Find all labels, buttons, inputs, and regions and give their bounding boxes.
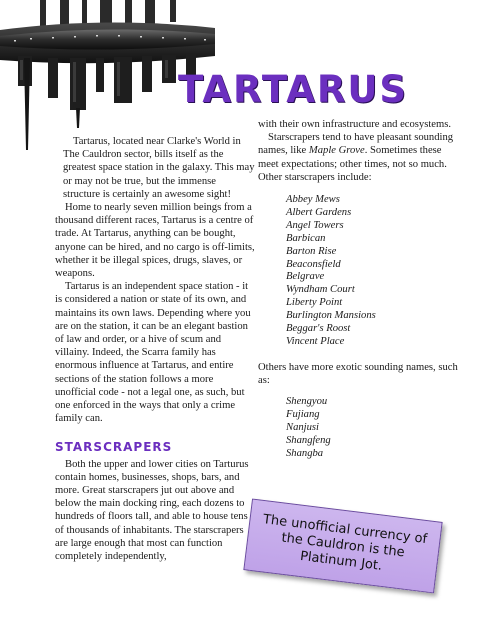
list-item: Liberty Point <box>286 297 343 309</box>
names-intro-paragraph <box>258 131 458 184</box>
intro-paragraph: Tartarus, located near Clarke's World in The Cauldron sector, bills itself as the greatest space station in the galaxy. This may or may not be true, but the immense structure is certainly an awesome sight! <box>63 136 255 200</box>
names-intro-after: . Sometimes these meet expectations; other times, not so much. Other starscrapers include: <box>258 145 447 183</box>
list-item: Albert Gardens <box>286 206 352 218</box>
right-column <box>258 118 458 473</box>
names-intro-example: Maple Grove <box>308 145 365 157</box>
list-item: Nanjusi <box>286 422 319 434</box>
list-item: Wyndham Court <box>286 284 355 296</box>
list-item: Barbican <box>286 232 326 244</box>
left-column <box>55 135 255 563</box>
list-item: Beggar's Roost <box>286 323 351 335</box>
list-item: Vincent Place <box>286 335 345 347</box>
list-item: Angel Towers <box>286 219 344 231</box>
section-heading: STARSCRAPERS <box>55 440 173 455</box>
population-paragraph: Home to nearly seven million beings from a thousand different races, Tartarus is a centre of trade. At Tartarus, anything can be bought, anyone can be hired, and no cargo is off-limits, whether it be illegal spices, drugs, slaves, or weapons. <box>55 202 255 280</box>
list-item: Barton Rise <box>286 245 337 257</box>
list-item: Fujiang <box>286 409 320 421</box>
list-item: Belgrave <box>286 271 325 283</box>
continuation-paragraph: with their own infrastructure and ecosystems. <box>258 119 451 130</box>
list-item: Beaconsfield <box>286 258 341 270</box>
page-title: TARTARUS <box>178 68 409 111</box>
list-item: Shangfeng <box>286 435 331 447</box>
names-intro-before: Starscrapers tend to have pleasant sounding names, like <box>258 132 454 157</box>
currency-callout <box>243 499 442 594</box>
pleasant-names-list <box>286 194 458 349</box>
callout-text: The unofficial currency of the Cauldron is the Platinum Jot. <box>262 512 428 574</box>
list-item: Abbey Mews <box>286 194 340 206</box>
list-item: Shangba <box>286 447 324 459</box>
independence-paragraph: Tartarus is an independent space station - it is considered a nation or state of its own, and maintains its own laws. Depending where you are on the station, it can be an elegant bastion of law and order, or a hive of scum and villainy. Indeed, the Scarra family has enormous influence at Tartarus, and entire sections of the station follows a more unofficial code - not a legal one, as such, but one enforced in the ways that only a crime family can. <box>55 281 251 425</box>
list-item: Shengyou <box>286 396 328 408</box>
exotic-names-list <box>286 396 458 461</box>
starscrapers-paragraph: Both the upper and lower cities on Tarturus contain homes, businesses, shops, bars, and more. Great starscrapers jut out above and below the main docking ring, each dozens to hundreds of floors tall, and able to house tens of thousands of inhabitants. The starscrapers are large enough that most can function completely independently, <box>55 458 249 563</box>
exotic-intro-paragraph: Others have more exotic sounding names, such as: <box>258 361 458 387</box>
list-item: Burlington Mansions <box>286 310 376 322</box>
